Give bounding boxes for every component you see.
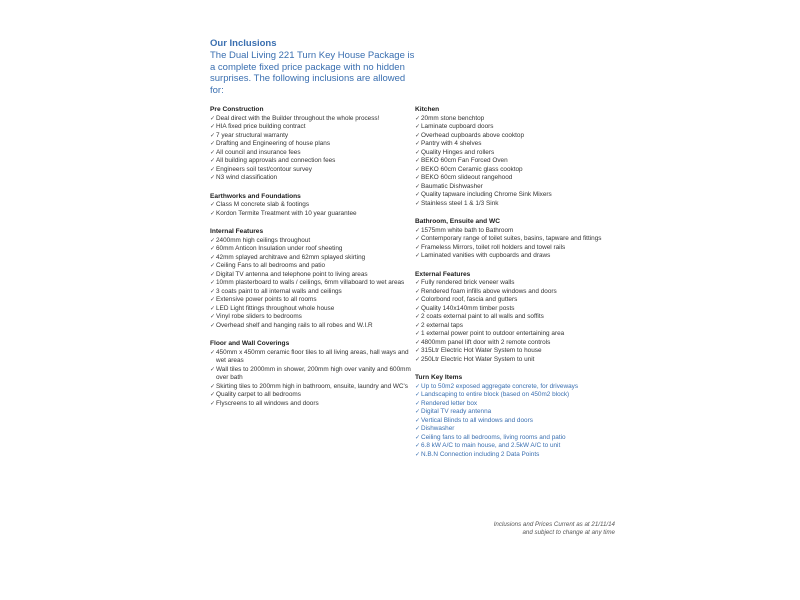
section-kitchen [415,106,620,208]
list-item: ✓ Frameless Mirrors, toilet roll holders and towel rails [415,244,620,253]
page-title: Our Inclusions [210,38,277,49]
list-item: ✓ 4800mm panel lift door with 2 remote controls [415,339,620,348]
list-item: ✓ Contemporary range of toilet suites, basins, tapware and fittings [415,235,620,244]
list-item: ✓ Class M concrete slab & footings [210,201,420,210]
list-item: ✓ Laminated vanities with cupboards and draws [415,252,620,261]
inclusion-list [210,237,420,331]
footnote-line-2: and subject to change at any time [522,529,615,537]
list-item: ✓ Extensive power points to all rooms [210,296,420,305]
section-title: Bathroom, Ensuite and WC [415,218,500,226]
list-item: ✓ N3 wind classification [210,174,420,183]
footnote [440,521,615,538]
section-external-features [415,271,620,365]
inclusion-list [415,115,620,209]
list-item: ✓ Quality 140x140mm timber posts [415,305,620,314]
list-item: ✓ Wall tiles to 2000mm in shower, 200mm high over vanity and 600mm over bath [210,366,420,383]
list-item: ✓ Kordon Termite Treatment with 10 year guarantee [210,210,420,219]
list-item: ✓ BEKO 60cm Ceramic glass cooktop [415,166,620,175]
list-item: ✓ N.B.N Connection including 2 Data Points [415,451,620,460]
list-item: ✓ 7 year structural warranty [210,132,420,141]
list-item: ✓ Overhead cupboards above cooktop [415,132,620,141]
list-item: ✓ Quality Hinges and rollers [415,149,620,158]
section-internal-features [210,228,420,330]
list-item: ✓ Pantry with 4 shelves [415,140,620,149]
list-item: ✓ 1575mm white bath to Bathroom [415,227,620,236]
list-item: ✓ 450mm x 450mm ceramic floor tiles to all living areas, hall ways and wet areas [210,349,420,366]
list-item: ✓ BEKO 60cm Fan Forced Oven [415,157,620,166]
list-item: ✓ All building approvals and connection fees [210,157,420,166]
inclusion-list [415,279,620,364]
section-title: External Features [415,270,471,278]
inclusion-list [415,383,620,460]
list-item: ✓ Fully rendered brick veneer walls [415,279,620,288]
list-item: ✓ Deal direct with the Builder throughout the whole process! [210,115,420,124]
list-item: ✓ 10mm plasterboard to walls / ceilings, 6mm villaboard to wet areas [210,279,420,288]
list-item: ✓ 42mm splayed architrave and 62mm splayed skirting [210,254,420,263]
list-item: ✓ Laminate cupboard doors [415,123,620,132]
list-item: ✓ Quality tapware including Chrome Sink Mixers [415,191,620,200]
list-item: ✓ Overhead shelf and hanging rails to all robes and W.I.R [210,322,420,331]
list-item: ✓ 250Ltr Electric Hot Water System to unit [415,356,620,365]
list-item: ✓ 60mm Anticon Insulation under roof sheeting [210,245,420,254]
list-item: ✓ Digital TV ready antenna [415,408,620,417]
list-item: ✓ 6.8 kW A/C to main house, and 2.5kW A/C to unit [415,442,620,451]
section-title: Pre Construction [210,106,264,113]
section-pre-construction [210,106,420,183]
list-item: ✓ BEKO 60cm slideout rangehood [415,174,620,183]
list-item: ✓ Landscaping to entire block (based on 450m2 block) [415,391,620,400]
section-earthworks-and-foundations [210,193,420,219]
list-item: ✓ Dishwasher [415,425,620,434]
list-item: ✓ 20mm stone benchtop [415,115,620,124]
section-floor-and-wall-coverings [210,340,420,408]
list-item: ✓ Engineers soil test/contour survey [210,166,420,175]
list-item: ✓ Drafting and Engineering of house plans [210,140,420,149]
intro-paragraph: The Dual Living 221 Turn Key House Package is a complete fixed price package with no hidden surprises. The following inclusions are allowed for: [210,50,415,96]
section-bathroom-ensuite-and-wc [415,218,620,261]
section-turn-key-items [415,374,620,459]
list-item: ✓ HIA fixed price building contract [210,123,420,132]
list-item: ✓ 2400mm high ceilings throughout [210,237,420,246]
list-item: ✓ 3 coats paint to all internal walls and ceilings [210,288,420,297]
list-item: ✓ Ceiling Fans to all bedrooms and patio [210,262,420,271]
list-item: ✓ Rendered foam infills above windows and doors [415,288,620,297]
list-item: ✓ LED Light fittings throughout whole house [210,305,420,314]
list-item: ✓ Digital TV antenna and telephone point to living areas [210,271,420,280]
list-item: ✓ Colorbond roof, fascia and gutters [415,296,620,305]
list-item: ✓ 315Ltr Electric Hot Water System to house [415,347,620,356]
list-item: ✓ Ceiling fans to all bedrooms, living rooms and patio [415,434,620,443]
list-item: ✓ Quality carpet to all bedrooms [210,391,420,400]
list-item: ✓ Up to 50m2 exposed aggregate concrete, for driveways [415,383,620,392]
list-item: ✓ Baumatic Dishwasher [415,183,620,192]
list-item: ✓ 2 coats external paint to all walls and soffits [415,313,620,322]
right-column [415,106,620,469]
list-item: ✓ 1 external power point to outdoor entertaining area [415,330,620,339]
footnote-line-1: Inclusions and Prices Current as at 21/11/14 [493,521,615,528]
list-item: ✓ All council and insurance fees [210,149,420,158]
inclusion-list [210,115,420,183]
inclusion-list [210,349,420,409]
list-item: ✓ Rendered letter box [415,400,620,409]
list-item: ✓ Flyscreens to all windows and doors [210,400,420,409]
list-item: ✓ Vertical Blinds to all windows and doors [415,417,620,426]
section-title: Kitchen [415,106,440,113]
list-item: ✓ 2 external taps [415,322,620,331]
list-item: ✓ Vinyl robe sliders to bedrooms [210,313,420,322]
inclusion-list [415,227,620,261]
list-item: ✓ Stainless steel 1 & 1/3 Sink [415,200,620,209]
inclusion-list [210,201,420,218]
section-title: Floor and Wall Coverings [210,340,290,348]
left-column [210,106,420,418]
section-title: Turn Key Items [415,374,463,382]
section-title: Earthworks and Foundations [210,192,301,200]
list-item: ✓ Skirting tiles to 200mm high in bathroom, ensuite, laundry and WC's [210,383,420,392]
section-title: Internal Features [210,228,264,236]
